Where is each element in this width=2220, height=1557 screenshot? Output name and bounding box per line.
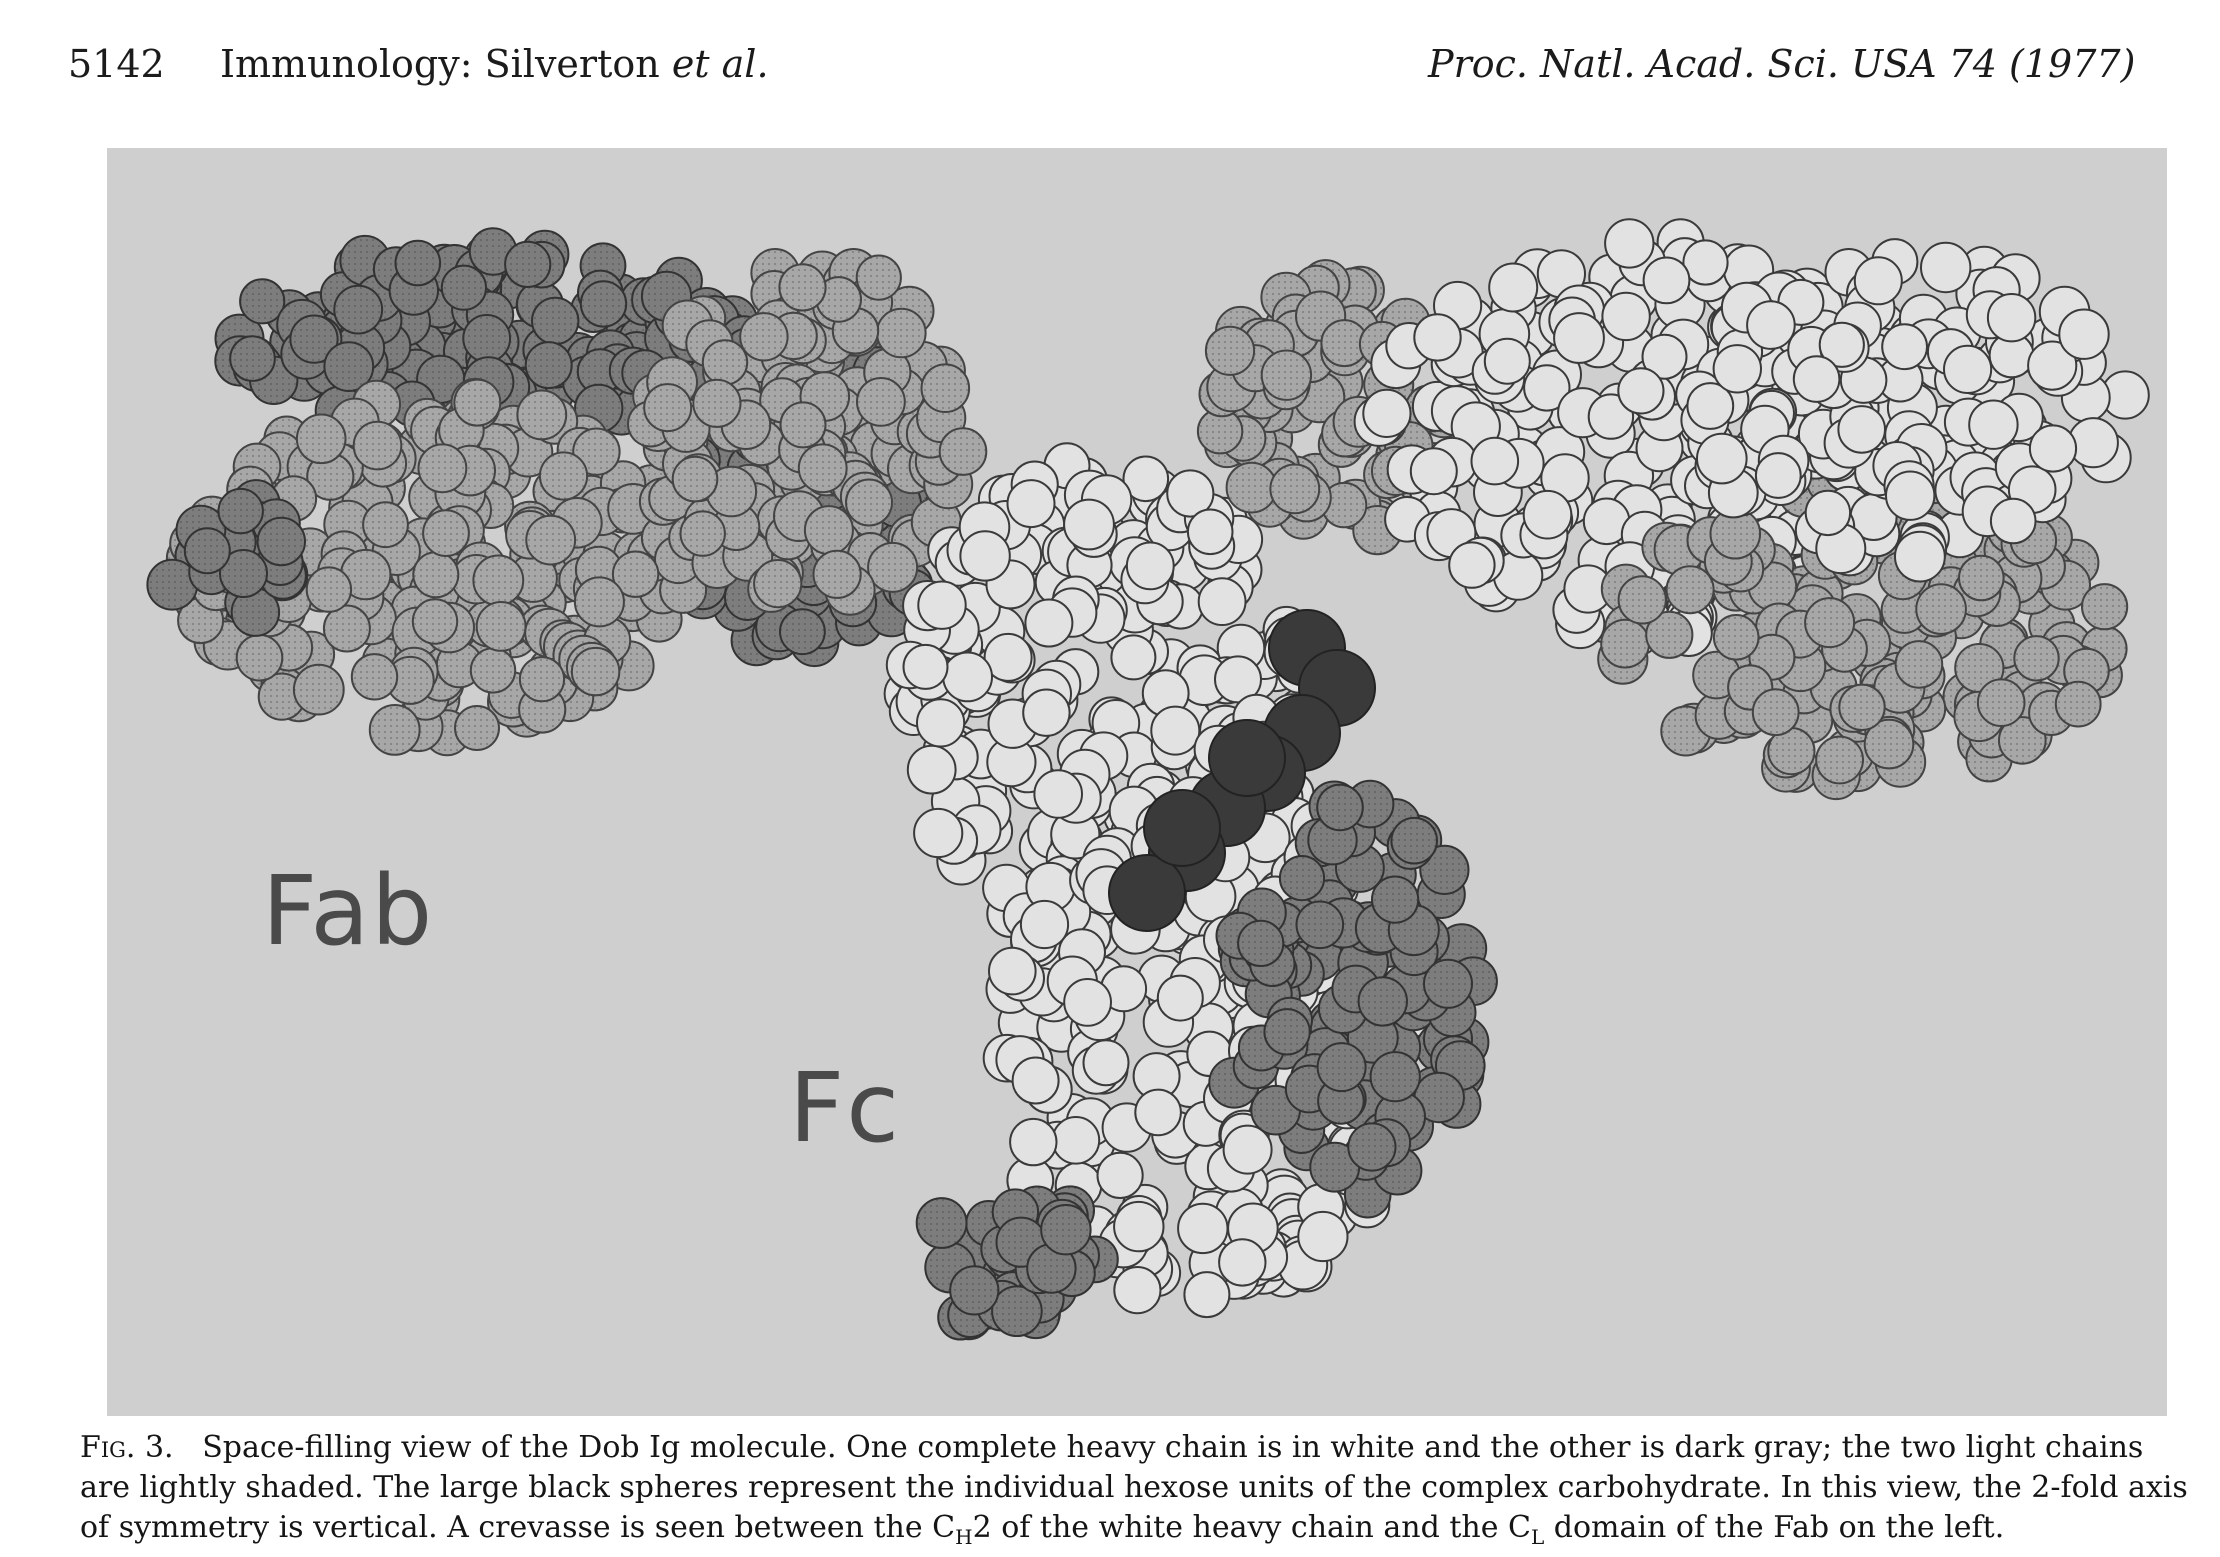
- atom-sphere: [940, 428, 987, 475]
- atom-sphere: [1816, 737, 1863, 784]
- hexose-sphere: [1144, 790, 1220, 866]
- atom-sphere: [1991, 499, 2036, 544]
- atom-sphere: [799, 444, 847, 492]
- atom-sphere: [917, 1198, 967, 1248]
- atom-sphere: [1348, 1123, 1395, 1170]
- atom-sphere: [1756, 453, 1801, 498]
- atom-sphere: [2059, 310, 2108, 359]
- atom-sphere: [1114, 1202, 1163, 1251]
- atom-sphere: [1363, 390, 1410, 437]
- atom-sphere: [1644, 258, 1690, 304]
- atom-sphere: [219, 489, 263, 533]
- atom-sphere: [644, 384, 691, 431]
- atom-sphere: [1371, 1052, 1420, 1101]
- figure-caption: [80, 1428, 2190, 1557]
- atom-sphere: [992, 1286, 1042, 1336]
- atom-sphere: [1895, 532, 1945, 582]
- atom-sphere: [1806, 491, 1850, 535]
- atom-sphere: [2030, 425, 2076, 471]
- atom-sphere: [781, 402, 826, 447]
- atom-sphere: [354, 422, 402, 470]
- atom-sphere: [1839, 685, 1884, 730]
- atom-sphere: [442, 266, 486, 310]
- atom-sphere: [1618, 368, 1663, 413]
- atom-sphere: [1064, 500, 1114, 550]
- author-name: Silverton: [484, 42, 660, 86]
- atom-sphere: [1747, 301, 1795, 349]
- atom-sphere: [294, 665, 344, 715]
- atom-sphere: [1524, 491, 1572, 539]
- atom-sphere: [1238, 921, 1283, 966]
- atom-sphere: [1714, 615, 1759, 660]
- atom-sphere: [846, 480, 892, 526]
- atom-sphere: [1297, 902, 1344, 949]
- atom-sphere: [477, 602, 526, 651]
- author-suffix: et al.: [671, 42, 769, 86]
- atom-sphere: [1151, 707, 1199, 755]
- atom-sphere: [1959, 556, 2004, 601]
- atom-sphere: [1714, 345, 1761, 392]
- atom-sphere: [1359, 977, 1407, 1025]
- atom-sphere: [455, 706, 499, 750]
- caption-text-1: Space-filling view of the Dob Ig molecule. One complete heavy chain is in white and the other is dark gray; the two light chains are lightly shaded. The large black spheres represent the individual hexose units of the complex carbohydrate. In this view, the 2-fold axis of symmetry is vertical. A crevasse is seen between the C: [80, 1430, 2188, 1545]
- atom-sphere: [1158, 976, 1203, 1021]
- atom-sphere: [1969, 401, 2017, 449]
- atom-sphere: [454, 380, 500, 426]
- atom-sphere: [1697, 434, 1747, 484]
- atom-sphere: [1805, 598, 1854, 647]
- atom-sphere: [1916, 584, 1966, 634]
- atom-sphere: [1489, 264, 1537, 312]
- atom-sphere: [2056, 682, 2101, 727]
- atom-sphere: [1921, 243, 1970, 292]
- atom-sphere: [857, 378, 905, 426]
- atom-sphere: [1021, 901, 1068, 948]
- fc-label: Fc: [789, 1052, 901, 1164]
- atom-sphere: [1199, 578, 1246, 625]
- atom-sphere: [1084, 1040, 1129, 1085]
- atom-sphere: [258, 518, 305, 565]
- atom-sphere: [575, 577, 624, 626]
- atom-sphere: [917, 699, 964, 746]
- atom-sphere: [779, 264, 825, 310]
- atom-sphere: [904, 645, 948, 689]
- atom-sphere: [780, 609, 825, 654]
- atom-sphere: [943, 653, 992, 702]
- atom-sphere: [1227, 463, 1277, 513]
- caption-subscript-l: L: [1530, 1525, 1545, 1549]
- atom-sphere: [1025, 600, 1072, 647]
- atom-sphere: [1262, 351, 1311, 400]
- atom-sphere: [681, 511, 725, 555]
- atom-sphere: [960, 531, 1009, 580]
- dark-heavy-chain-fc-bottom: [917, 1186, 1118, 1339]
- atom-sphere: [517, 391, 566, 440]
- atom-sphere: [1013, 1058, 1059, 1104]
- atom-sphere: [1008, 480, 1055, 527]
- atom-sphere: [1882, 324, 1927, 369]
- atom-sphere: [540, 452, 587, 499]
- atom-sphere: [423, 510, 469, 556]
- atom-sphere: [922, 364, 970, 412]
- atom-sphere: [1127, 543, 1174, 590]
- atom-sphere: [370, 705, 420, 755]
- atom-sphere: [363, 502, 408, 547]
- atom-sphere: [581, 281, 626, 326]
- section-name: Immunology:: [220, 42, 473, 86]
- atom-sphere: [1219, 1239, 1265, 1285]
- atom-sphere: [307, 567, 351, 611]
- atom-sphere: [396, 241, 441, 286]
- atom-sphere: [230, 336, 275, 381]
- atom-sphere: [1602, 293, 1649, 340]
- atom-sphere: [1753, 689, 1799, 735]
- hexose-sphere: [1109, 855, 1185, 931]
- atom-sphere: [908, 746, 956, 794]
- atom-sphere: [1114, 1267, 1160, 1313]
- atom-sphere: [1280, 856, 1324, 900]
- atom-sphere: [877, 309, 926, 358]
- atom-sphere: [1886, 472, 1934, 520]
- caption-subscript-h: H: [955, 1525, 973, 1549]
- atom-sphere: [1424, 960, 1472, 1008]
- atom-sphere: [1135, 1090, 1181, 1136]
- atom-sphere: [334, 286, 382, 334]
- running-head: [0, 34, 2220, 94]
- atom-sphere: [1485, 339, 1530, 384]
- atom-sphere: [1111, 635, 1155, 679]
- atom-sphere: [703, 340, 747, 384]
- atom-sphere: [1391, 818, 1437, 864]
- atom-sphere: [520, 657, 564, 701]
- atom-sphere: [419, 444, 467, 492]
- hexose-sphere: [1209, 720, 1285, 796]
- atom-sphere: [1034, 770, 1082, 818]
- atom-sphere: [1184, 1272, 1229, 1317]
- atom-sphere: [1188, 510, 1233, 555]
- atom-sphere: [950, 1266, 998, 1314]
- atom-sphere: [1414, 314, 1460, 360]
- atom-sphere: [989, 948, 1036, 995]
- atom-sphere: [1178, 1204, 1227, 1253]
- atom-sphere: [1023, 690, 1069, 736]
- atom-sphere: [857, 256, 901, 300]
- caption-text-2: 2 of the white heavy chain and the C: [972, 1510, 1531, 1545]
- atom-sphere: [297, 415, 346, 464]
- atom-sphere: [1270, 465, 1319, 514]
- fab-label: Fab: [262, 855, 435, 967]
- atom-sphere: [463, 315, 510, 362]
- atom-sphere: [1896, 641, 1943, 688]
- atom-sphere: [1944, 346, 1991, 393]
- atom-sphere: [1838, 406, 1885, 453]
- atom-sphere: [1619, 576, 1666, 623]
- atom-sphere: [1206, 327, 1254, 375]
- figure-panel: [107, 148, 2167, 1416]
- atom-sphere: [473, 556, 523, 606]
- atom-sphere: [1449, 542, 1494, 587]
- atom-sphere: [237, 635, 283, 681]
- atom-sphere: [693, 380, 740, 427]
- atom-sphere: [740, 313, 787, 360]
- atom-sphere: [1318, 1043, 1366, 1091]
- atom-sphere: [1264, 1009, 1309, 1054]
- atom-sphere: [413, 599, 457, 643]
- atom-sphere: [505, 242, 550, 287]
- atom-sphere: [572, 648, 619, 695]
- molecule-space-filling-model: [107, 148, 2167, 1416]
- atom-sphere: [1053, 1117, 1100, 1164]
- atom-sphere: [1605, 219, 1653, 267]
- atom-sphere: [1794, 356, 1840, 402]
- atom-sphere: [352, 654, 397, 699]
- atom-sphere: [1041, 1205, 1090, 1254]
- atom-sphere: [526, 342, 572, 388]
- atom-sphere: [1098, 1153, 1143, 1198]
- atom-sphere: [1411, 448, 1457, 494]
- figure-label: Fig. 3.: [80, 1430, 174, 1465]
- atom-sphere: [1298, 1212, 1347, 1261]
- atom-sphere: [1372, 877, 1418, 923]
- atom-sphere: [532, 298, 578, 344]
- atom-sphere: [914, 809, 962, 857]
- atom-sphere: [2082, 584, 2127, 629]
- atom-sphere: [1855, 257, 1902, 304]
- atom-sphere: [1064, 979, 1111, 1026]
- atom-sphere: [1667, 566, 1714, 613]
- atom-sphere: [918, 582, 965, 629]
- atom-sphere: [1601, 620, 1649, 668]
- running-title: [220, 34, 769, 94]
- atom-sphere: [1554, 313, 1604, 363]
- atom-sphere: [2014, 636, 2058, 680]
- atom-sphere: [754, 560, 801, 607]
- atom-sphere: [1978, 679, 2025, 726]
- atom-sphere: [185, 528, 230, 573]
- atom-sphere: [471, 648, 515, 692]
- atom-sphere: [814, 551, 861, 598]
- atom-sphere: [526, 516, 575, 565]
- atom-sphere: [868, 543, 917, 592]
- atom-sphere: [413, 552, 458, 597]
- atom-sphere: [1472, 438, 1519, 485]
- page-number: 5142: [68, 42, 165, 86]
- atom-sphere: [1317, 785, 1363, 831]
- atom-sphere: [805, 506, 853, 554]
- journal-reference: Proc. Natl. Acad. Sci. USA 74 (1977): [1428, 42, 2136, 86]
- caption-text-3: domain of the Fab on the left.: [1544, 1510, 2005, 1545]
- atom-sphere: [1010, 1119, 1056, 1165]
- atom-sphere: [673, 457, 718, 502]
- atom-sphere: [1988, 294, 2035, 341]
